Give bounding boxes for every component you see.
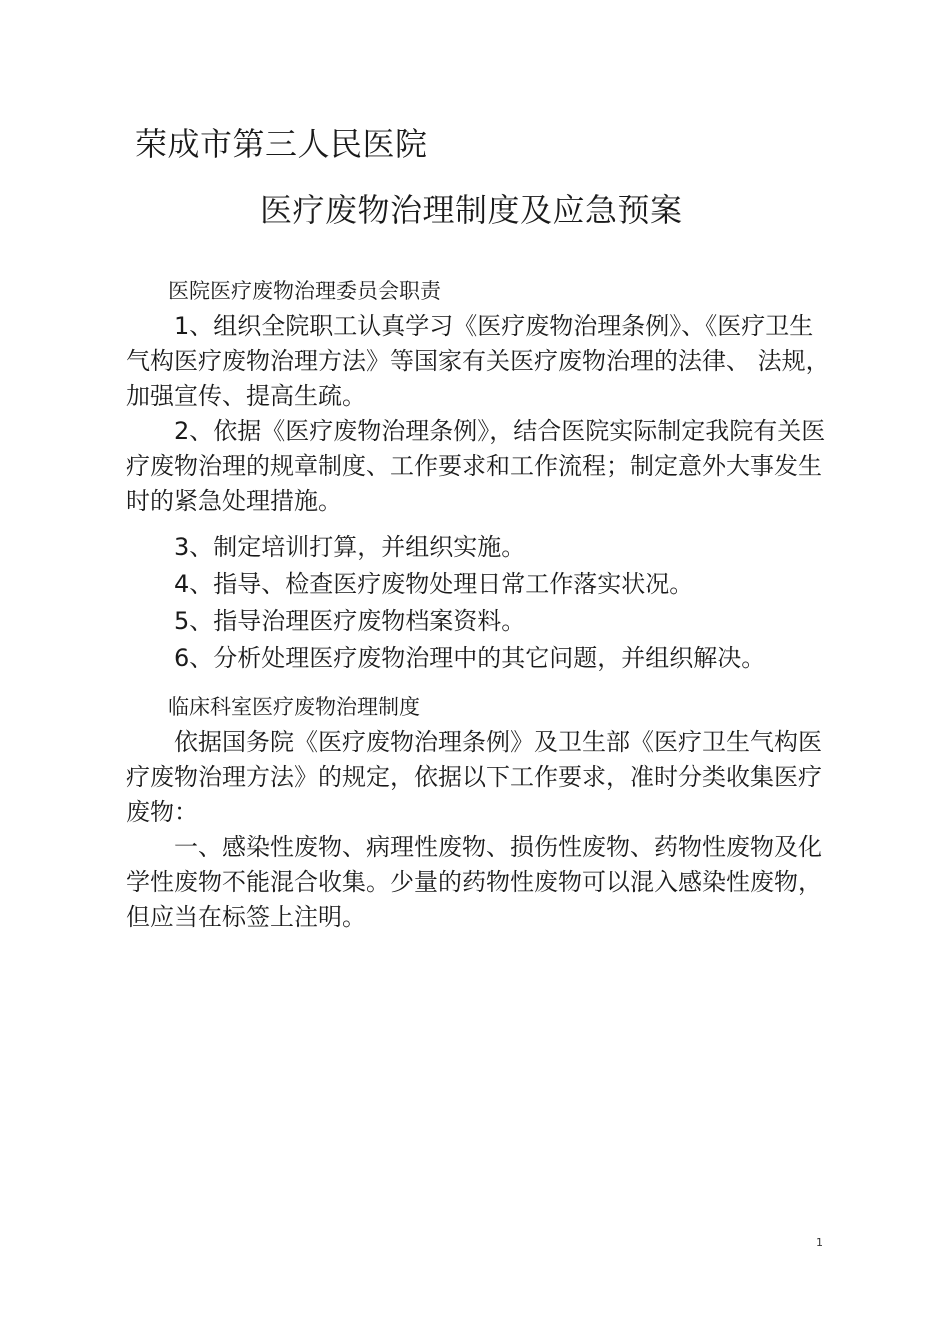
clinical-department-section [126, 690, 831, 935]
section-heading-clinical: 临床科室医疗废物治理制度 [168, 695, 420, 719]
duty-item-1: 1、组织全院职工认真学习《医疗废物治理条例》、《医疗卫生气构医疗废物治理方法》等国家有关医疗废物治理的法律、 法规，加强宣传、提高生疏。 [126, 312, 830, 410]
committee-duties-short-list [126, 530, 831, 676]
duty-item-4: 4、指导、检查医疗废物处理日常工作落实状况。 [174, 570, 694, 598]
document-title: 医疗废物治理制度及应急预案 [260, 191, 683, 229]
clinical-paragraph-2: 一、感染性废物、病理性废物、损伤性废物、药物性废物及化学性废物不能混合收集。少量的药物性废物可以混入感染性废物，但应当在标签上注明。 [126, 833, 822, 931]
committee-duties-section [126, 274, 831, 519]
clinical-paragraph-1: 依据国务院《医疗废物治理条例》及卫生部《医疗卫生气构医疗废物治理方法》的规定，依据以下工作要求，准时分类收集医疗废物： [126, 728, 822, 826]
section-heading-committee: 医院医疗废物治理委员会职责 [168, 279, 441, 303]
page-number: 1 [816, 1236, 823, 1249]
duty-item-2: 2、依据《医疗废物治理条例》，结合医院实际制定我院有关医疗废物治理的规章制度、工作要求和工作流程；制定意外大事发生时的紧急处理措施。 [126, 417, 826, 515]
hospital-name: 荣成市第三人民医院 [135, 125, 428, 163]
duty-item-5: 5、指导治理医疗废物档案资料。 [174, 607, 526, 635]
duty-item-6: 6、分析处理医疗废物治理中的其它问题，并组织解决。 [174, 644, 766, 672]
duty-item-3: 3、制定培训打算，并组织实施。 [174, 533, 526, 561]
